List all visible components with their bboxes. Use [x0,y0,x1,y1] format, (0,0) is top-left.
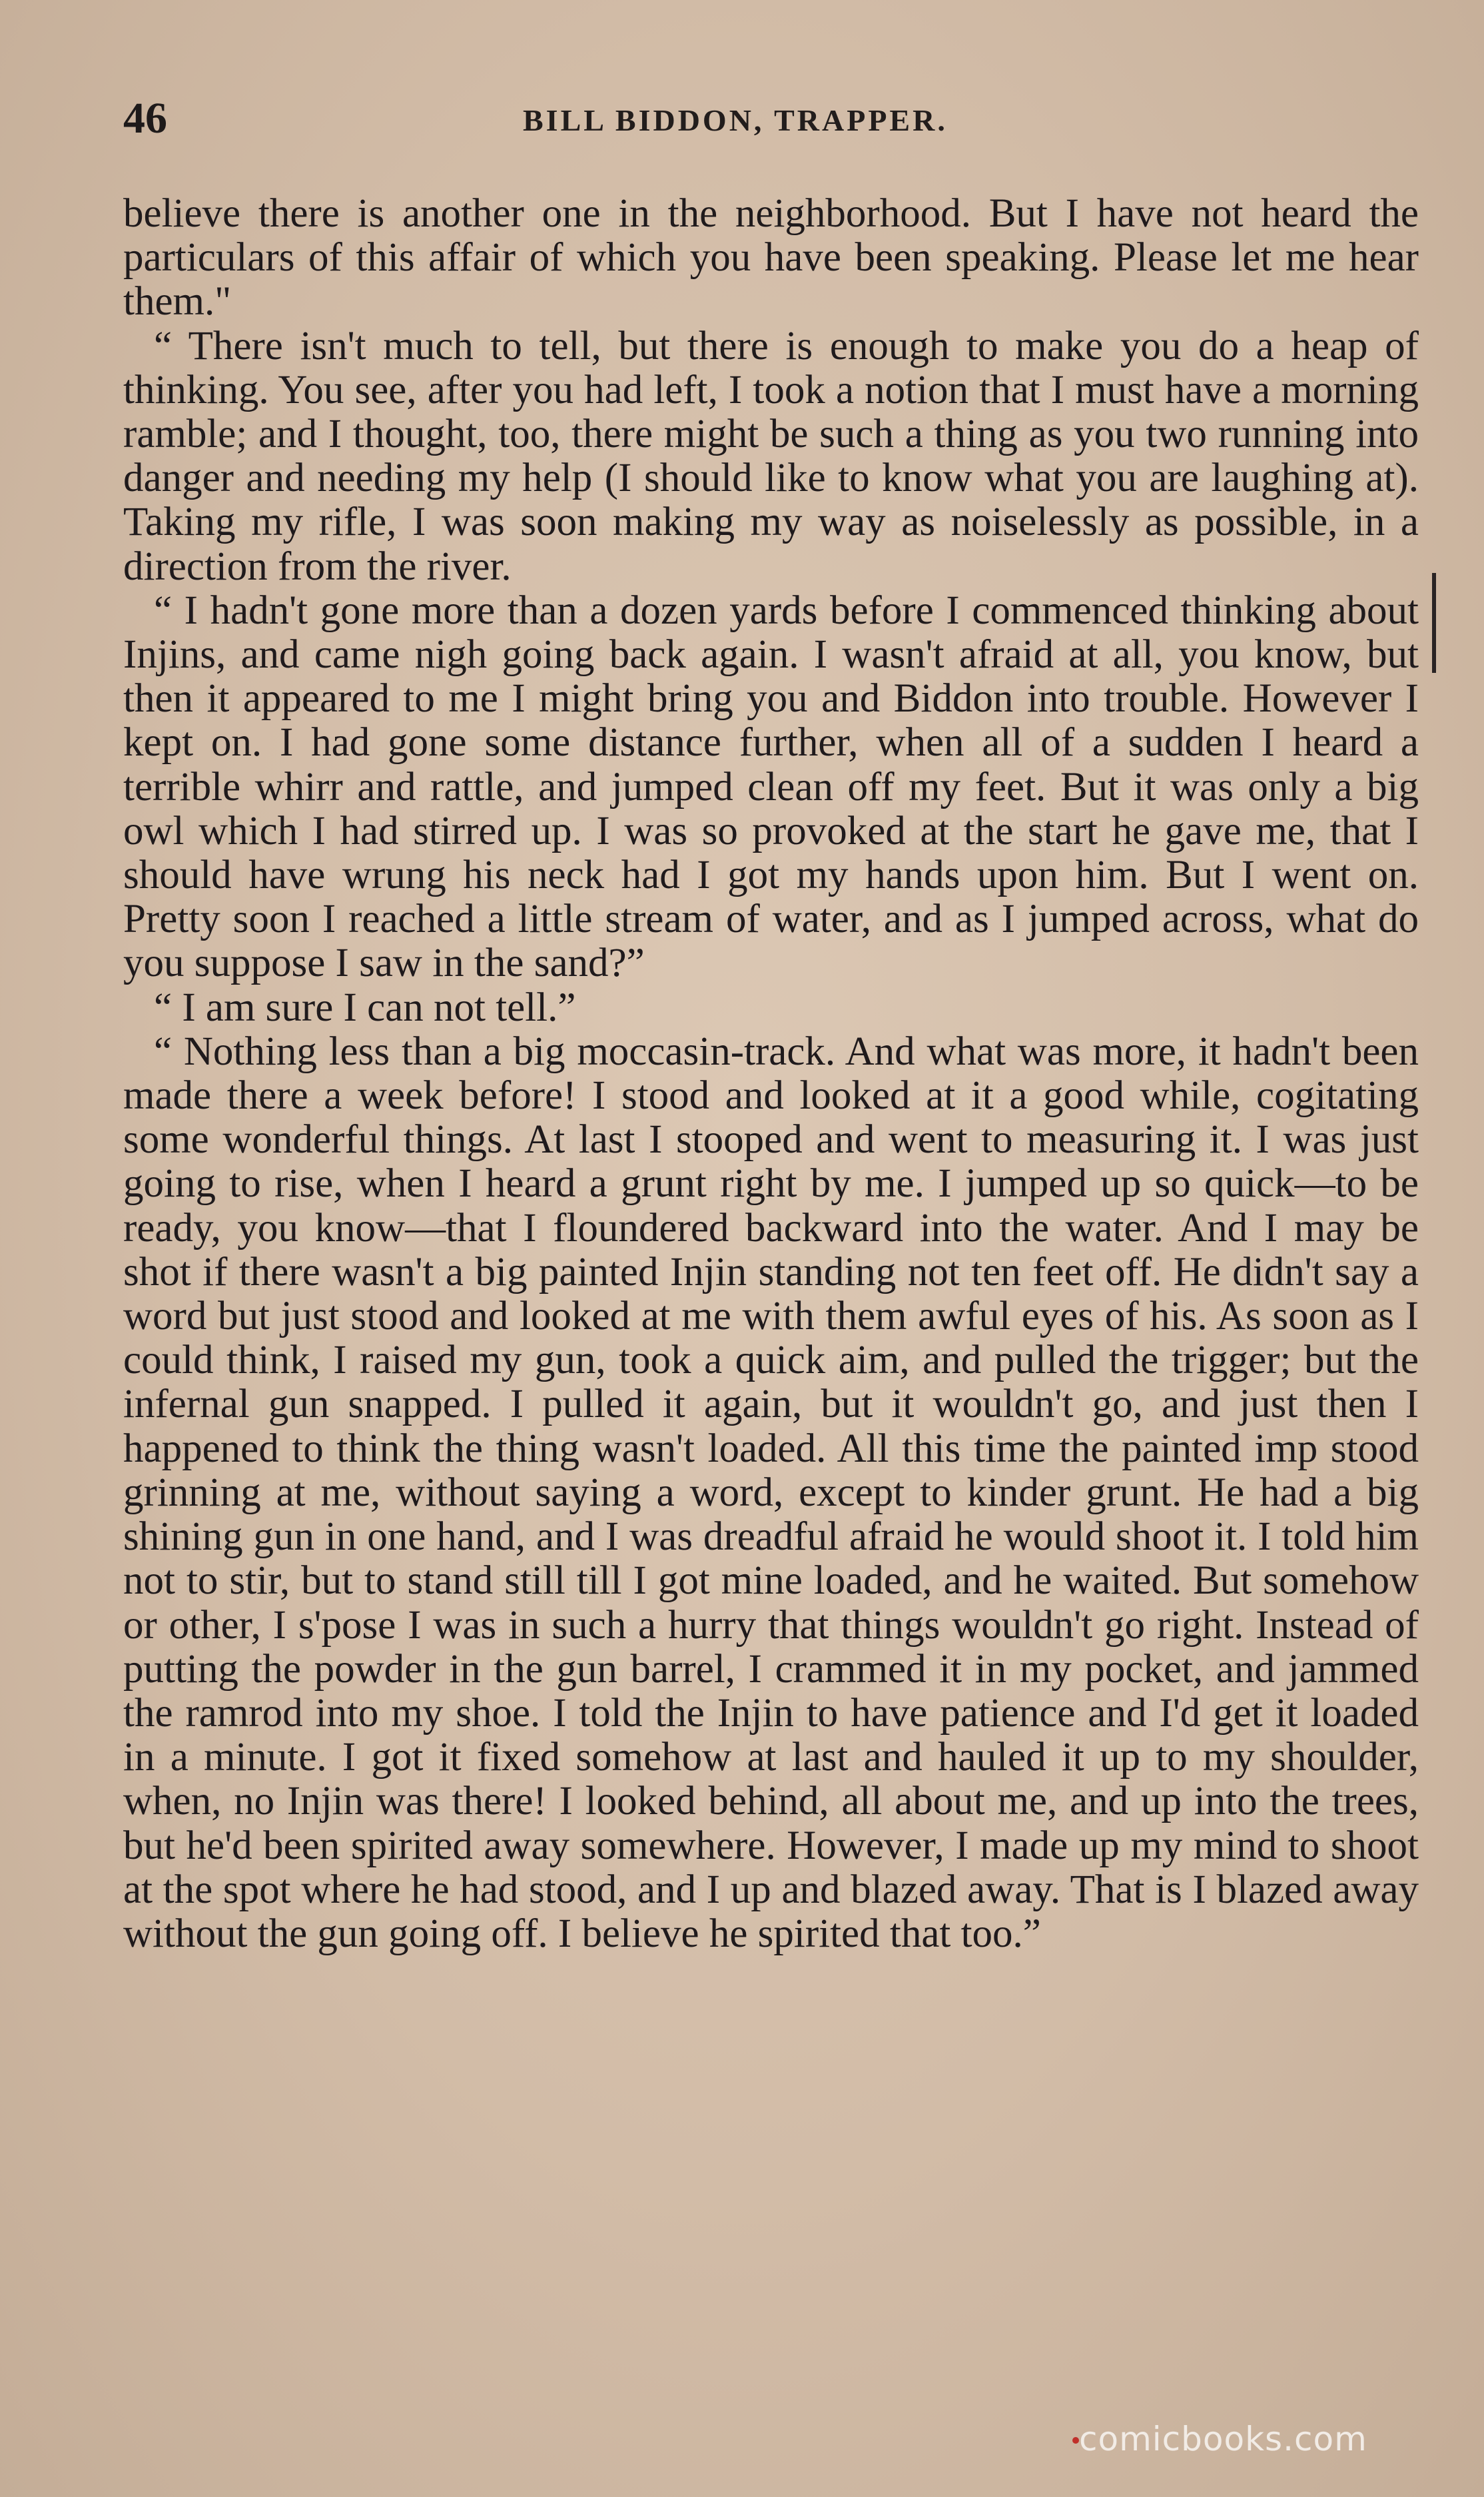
watermark: comicbooks.com [1079,2420,1367,2458]
paragraph: believe there is another one in the neighborhood. But I have not heard the particulars of this affair of which you have been speaking. Please let me hear them." [123,191,1419,324]
paragraph: “ There isn't much to tell, but there is enough to make you do a heap of thinking. You see, after you had left, I took a notion that I must have a morning ramble; and I thought, too, there might be such a thing as you two running into danger and needing my help (I should like to know what you are laughing at). Taking my rifle, I was soon making my way as noiselessly as possible, in a direction from the river. [123,323,1419,589]
page-header [123,93,1422,147]
paragraph: “ I am sure I can not tell.” [154,985,576,1030]
paragraph: “ I hadn't gone more than a dozen yards before I commenced thinking about Injins, and came nigh going back again. I wasn't afraid at all, you know, but then it appeared to me I might bring you and Biddon into trouble. However I kept on. I had gone some distance further, when all of a sudden I heard a terrible whirr and rattle, and jumped clean off my feet. But it was only a big owl which I had stirred up. I was so provoked at the start he gave me, that I should have wrung his neck had I got my hands upon him. But I went on. Pretty soon I reached a little stream of water, and as I jumped across, what do you suppose I saw in the sand?” [123,588,1419,986]
running-head: BILL BIDDON, TRAPPER. [523,103,948,137]
watermark-dot-icon [1072,2437,1079,2444]
margin-mark [1432,573,1436,673]
paragraph: “ Nothing less than a big moccasin-track. And what was more, it hadn't been made there a week before! I stood and looked at it a good while, cogitating some wonderful things. At last I stooped and went to measuring it. I was just going to rise, when I heard a grunt right by me. I jumped up so quick—to be ready, you know—that I floundered backward into the water. And I may be shot if there wasn't a big painted Injin standing not ten feet off. He didn't say a word but just stood and looked at me with them awful eyes of his. As soon as I could think, I raised my gun, took a quick aim, and pulled the trigger; but the infernal gun snapped. I pulled it again, but it wouldn't go, and just then I happened to think the thing wasn't loaded. All this time the painted imp stood grinning at me, without saying a word, except to kinder grunt. He had a big shining gun in one hand, and I was dreadful afraid he would shoot it. I told him not to stir, but to stand still till I got mine loaded, and he waited. But somehow or other, I s'pose I was in such a hurry that things wouldn't go right. Instead of putting the powder in the gun barrel, I crammed it in my pocket, and jammed the ramrod into my shoe. I told the Injin to have patience and I'd get it loaded in a minute. I got it fixed somehow at last and hauled it up to my shoulder, when, no Injin was there! I looked behind, all about me, and up into the trees, but he'd been spirited away somewhere. However, I made up my mind to shoot at the spot where he had stood, and I up and blazed away. That is I blazed away without the gun going off. I believe he spirited that too.” [123,1029,1419,1956]
page-number: 46 [123,94,167,143]
body-text [123,192,1419,1956]
